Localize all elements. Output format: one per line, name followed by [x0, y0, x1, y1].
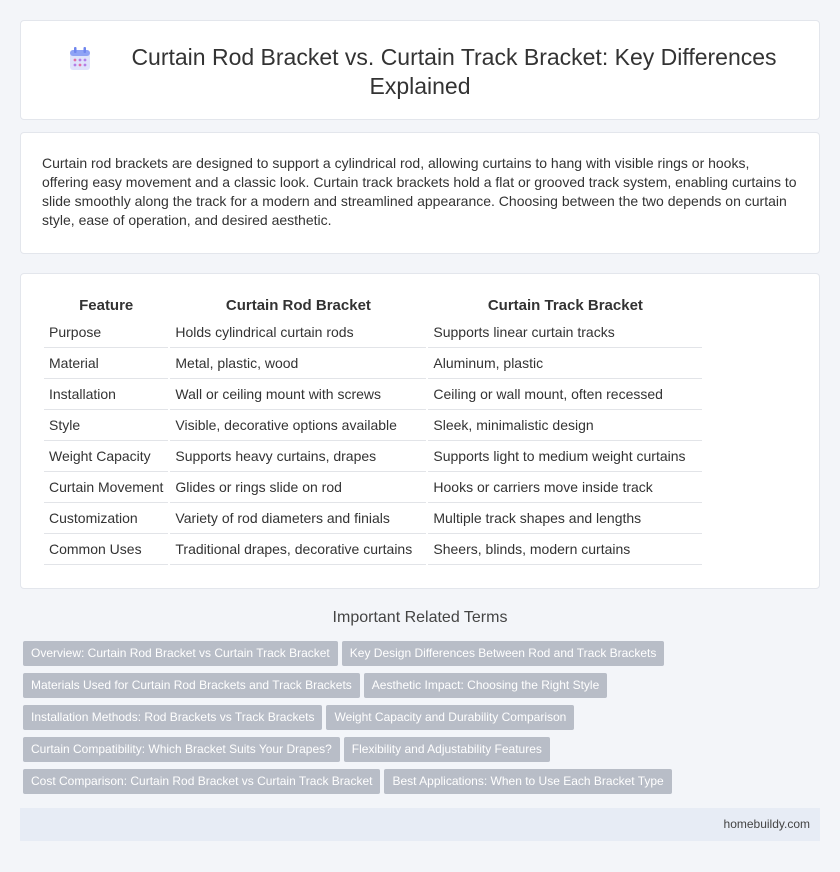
related-tag[interactable]: Installation Methods: Rod Brackets vs Track Brackets [23, 705, 322, 730]
cell-track-bracket: Ceiling or wall mount, often recessed [428, 379, 702, 410]
footer [20, 808, 820, 841]
table-row [44, 410, 702, 441]
cell-feature: Material [44, 348, 168, 379]
table-row [44, 472, 702, 503]
related-tag[interactable]: Aesthetic Impact: Choosing the Right Style [364, 673, 607, 698]
cell-feature: Installation [44, 379, 168, 410]
table-row [44, 441, 702, 472]
cell-feature: Style [44, 410, 168, 441]
table-header-row [44, 295, 702, 317]
cell-rod-bracket: Variety of rod diameters and finials [170, 503, 426, 534]
cell-rod-bracket: Traditional drapes, decorative curtains [170, 534, 426, 565]
cell-track-bracket: Supports light to medium weight curtains [428, 441, 702, 472]
cell-track-bracket: Hooks or carriers move inside track [428, 472, 702, 503]
intro-card [20, 132, 820, 254]
page-title-line1: Curtain Rod Bracket vs. Curtain Track Bracket: Key Differences [131, 44, 777, 70]
intro-text: Curtain rod brackets are designed to support a cylindrical rod, allowing curtains to hang with visible rings or hooks, offering easy movement and a classic look. Curtain track brackets hold a flat or grooved track system, enabling curtains to slide smoothly along the track for a modern and streamlined appearance. Choosing between the two depends on curtain style, ease of operation, and desired aesthetic. [42, 155, 797, 228]
cell-feature: Weight Capacity [44, 441, 168, 472]
cell-track-bracket: Supports linear curtain tracks [428, 317, 702, 348]
related-tag[interactable]: Key Design Differences Between Rod and Track Brackets [342, 641, 665, 666]
related-tag[interactable]: Weight Capacity and Durability Comparison [326, 705, 574, 730]
related-tag[interactable]: Cost Comparison: Curtain Rod Bracket vs Curtain Track Bracket [23, 769, 380, 794]
related-terms-list [23, 641, 813, 801]
cell-track-bracket: Aluminum, plastic [428, 348, 702, 379]
page-title [21, 43, 819, 101]
cell-rod-bracket: Supports heavy curtains, drapes [170, 441, 426, 472]
cell-feature: Purpose [44, 317, 168, 348]
related-tag[interactable]: Curtain Compatibility: Which Bracket Suits Your Drapes? [23, 737, 340, 762]
related-tag[interactable]: Materials Used for Curtain Rod Brackets and Track Brackets [23, 673, 360, 698]
comparison-table [42, 295, 704, 565]
cell-rod-bracket: Holds cylindrical curtain rods [170, 317, 426, 348]
cell-feature: Curtain Movement [44, 472, 168, 503]
related-tag[interactable]: Overview: Curtain Rod Bracket vs Curtain Track Bracket [23, 641, 338, 666]
related-tag[interactable]: Flexibility and Adjustability Features [344, 737, 550, 762]
cell-rod-bracket: Visible, decorative options available [170, 410, 426, 441]
table-row [44, 503, 702, 534]
cell-track-bracket: Sheers, blinds, modern curtains [428, 534, 702, 565]
related-tag[interactable]: Best Applications: When to Use Each Bracket Type [384, 769, 671, 794]
table-row [44, 348, 702, 379]
header-rod-bracket: Curtain Rod Bracket [225, 297, 371, 314]
cell-rod-bracket: Glides or rings slide on rod [170, 472, 426, 503]
related-terms-title: Important Related Terms [332, 609, 508, 626]
header-feature: Feature [79, 297, 134, 314]
cell-rod-bracket: Wall or ceiling mount with screws [170, 379, 426, 410]
header-track-bracket: Curtain Track Bracket [487, 297, 643, 314]
comparison-card [20, 273, 820, 589]
cell-track-bracket: Sleek, minimalistic design [428, 410, 702, 441]
cell-rod-bracket: Metal, plastic, wood [170, 348, 426, 379]
header-card [20, 20, 820, 120]
table-row [44, 379, 702, 410]
cell-feature: Common Uses [44, 534, 168, 565]
table-row [44, 317, 702, 348]
footer-site-link[interactable]: homebuildy.com [723, 817, 810, 831]
table-row [44, 534, 702, 565]
page-title-line2: Explained [369, 73, 471, 99]
cell-feature: Customization [44, 503, 168, 534]
cell-track-bracket: Multiple track shapes and lengths [428, 503, 702, 534]
